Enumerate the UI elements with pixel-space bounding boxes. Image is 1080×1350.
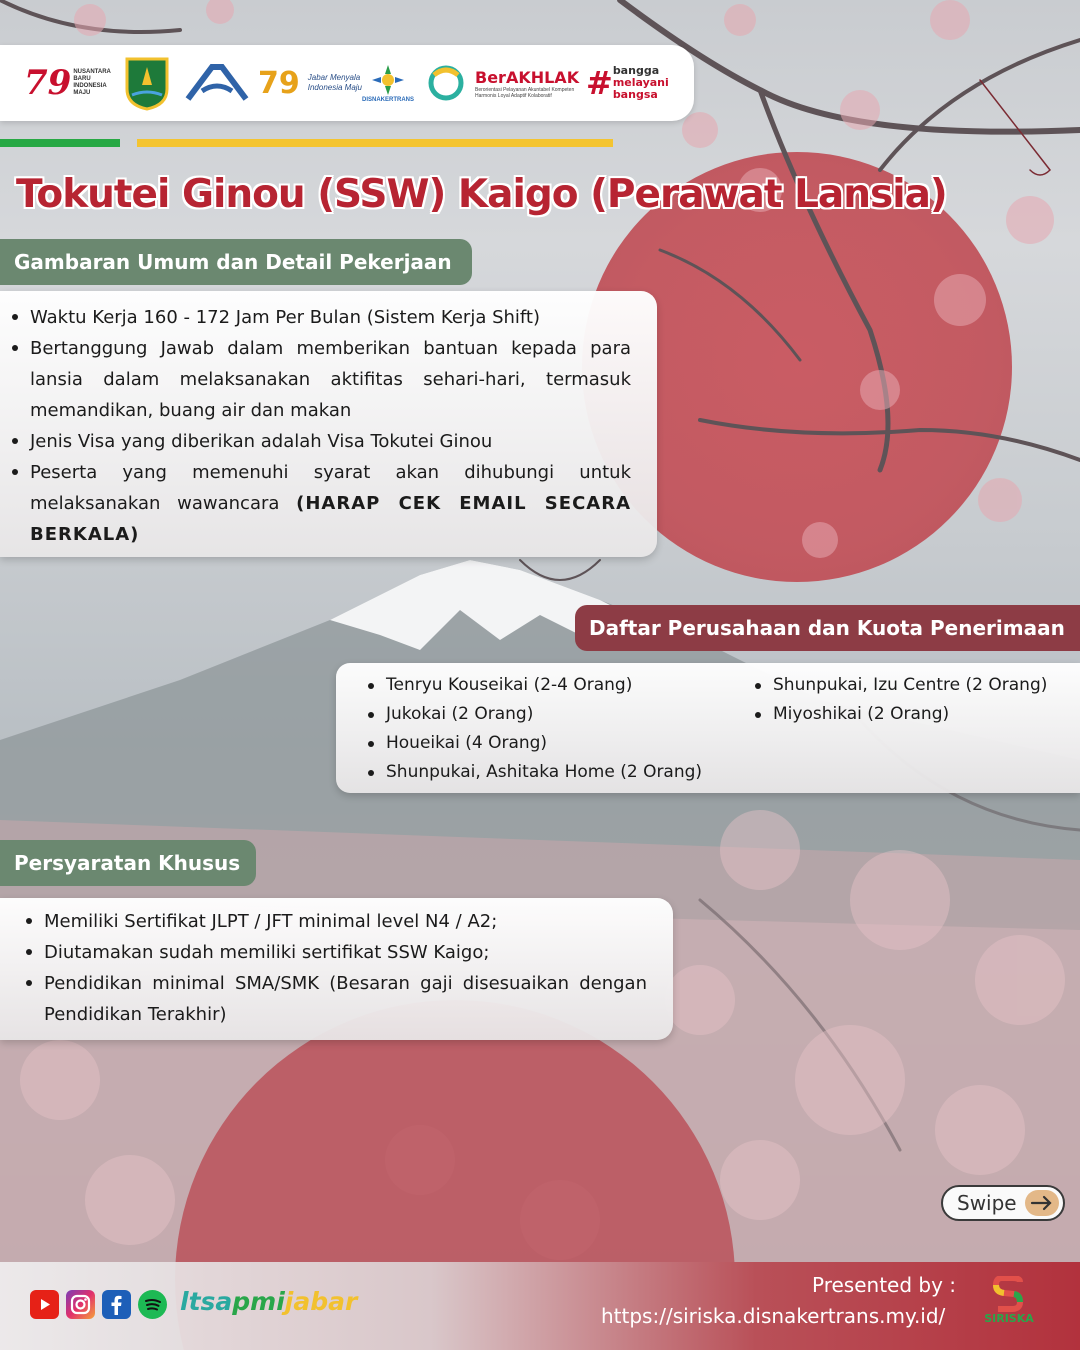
berakhlak-text: BerAKHLAK (475, 67, 580, 87)
companies-list-left (366, 671, 753, 793)
instagram-icon[interactable] (66, 1290, 95, 1319)
disnakertrans-logo (362, 45, 414, 121)
berakhlak-sub-1: Berorientasi Pelayanan Akuntabel Kompeten (475, 86, 575, 93)
anniversary-text-4: MAJU (73, 90, 91, 96)
bangga-line-3: bangsa (612, 88, 658, 101)
list-item: Jenis Visa yang diberikan adalah Visa Tokutei Ginou (10, 426, 631, 457)
list-item: Diutamakan sudah memiliki sertifikat SSW Kaigo; (24, 937, 647, 968)
companies-heading: Daftar Perusahaan dan Kuota Penerimaan (575, 605, 1080, 651)
swipe-label: Swipe (957, 1191, 1017, 1215)
spotify-icon[interactable] (138, 1290, 167, 1319)
kemnaker-logo-icon (184, 45, 250, 121)
jabar-menyala-logo (258, 45, 362, 121)
anniversary-text-2: BARU (73, 76, 91, 82)
brand-part-2: pmi (232, 1287, 285, 1316)
list-item: Waktu Kerja 160 - 172 Jam Per Bulan (Sistem Kerja Shift) (10, 302, 631, 333)
list-item-emphasis: (HARAP CEK EMAIL SECARA BERKALA) (30, 493, 631, 545)
disnakertrans-text: DISNAKERTRANS (362, 97, 415, 103)
bangga-line-1: bangga (612, 64, 660, 77)
bangga-line-2: melayani (612, 76, 669, 89)
anniversary-text-3: INDONESIA (73, 83, 107, 89)
ltsa-logo-icon (426, 45, 466, 121)
list-item: Memiliki Sertifikat JLPT / JFT minimal level N4 / A2; (24, 906, 647, 937)
list-item: Bertanggung Jawab dalam memberikan bantuan kepada para lansia dalam melaksanakan aktifitas sehari-hari, termasuk memandikan, buang air dan makan (10, 333, 631, 426)
logo-bar (0, 45, 694, 121)
list-item: Jukokai (2 Orang) (366, 700, 753, 729)
list-item: Shunpukai, Ashitaka Home (2 Orang) (366, 758, 753, 787)
jabar-slogan-1: Jabar Menyala (307, 73, 361, 82)
brand-part-1: ltsa (180, 1287, 233, 1316)
overview-heading: Gambaran Umum dan Detail Pekerjaan (0, 239, 472, 285)
bangga-melayani-logo (586, 45, 669, 121)
anniversary-text-1: NUSANTARA (73, 69, 111, 75)
brand-part-3: jabar (284, 1287, 358, 1316)
siriska-icon (992, 1276, 1026, 1312)
yellow-stripe (137, 139, 613, 147)
disnakertrans-icon (368, 63, 408, 97)
jabar-number: 79 (258, 65, 300, 101)
hashtag-icon: # (586, 64, 613, 102)
companies-card (336, 663, 1080, 793)
ltsa-pmi-jabar-brand (180, 1287, 357, 1316)
jawa-barat-emblem-icon (122, 45, 172, 121)
berakhlak-sub-2: Harmonis Loyal Adaptif Kolaboratif (475, 92, 552, 99)
requirements-card (0, 898, 673, 1040)
companies-list-right (753, 671, 1047, 793)
siriska-text: SIRISKA (984, 1312, 1034, 1325)
green-stripe (0, 139, 120, 147)
list-item: Pendidikan minimal SMA/SMK (Besaran gaji disesuaikan dengan Pendidikan Terakhir) (24, 968, 647, 1030)
anniversary-number: 79 (24, 63, 72, 103)
requirements-list (24, 906, 647, 1030)
list-item: Tenryu Kouseikai (2-4 Orang) (366, 671, 753, 700)
list-item (10, 457, 631, 550)
overview-card (0, 291, 657, 557)
list-item: Shunpukai, Izu Centre (2 Orang) (753, 671, 1047, 700)
jabar-slogan-2: Indonesia Maju (307, 83, 363, 92)
page-title: Tokutei Ginou (SSW) Kaigo (Perawat Lansia) (16, 172, 947, 217)
berakhlak-logo (475, 45, 579, 121)
anniversary-79-logo (24, 45, 111, 121)
siriska-logo (972, 1276, 1046, 1332)
arrow-right-icon (1025, 1190, 1059, 1216)
list-item-text: Peserta yang memenuhi syarat akan dihubungi untuk melaksanakan wawancara (30, 462, 631, 514)
overview-list (10, 302, 631, 550)
youtube-icon[interactable] (30, 1290, 59, 1319)
list-item: Miyoshikai (2 Orang) (753, 700, 1047, 729)
website-link[interactable]: https://siriska.disnakertrans.my.id/ (601, 1304, 946, 1328)
requirements-heading: Persyaratan Khusus (0, 840, 256, 886)
presented-by-label: Presented by : (812, 1273, 957, 1297)
list-item: Houeikai (4 Orang) (366, 729, 753, 758)
facebook-icon[interactable] (102, 1290, 131, 1319)
swipe-button[interactable] (941, 1185, 1065, 1221)
